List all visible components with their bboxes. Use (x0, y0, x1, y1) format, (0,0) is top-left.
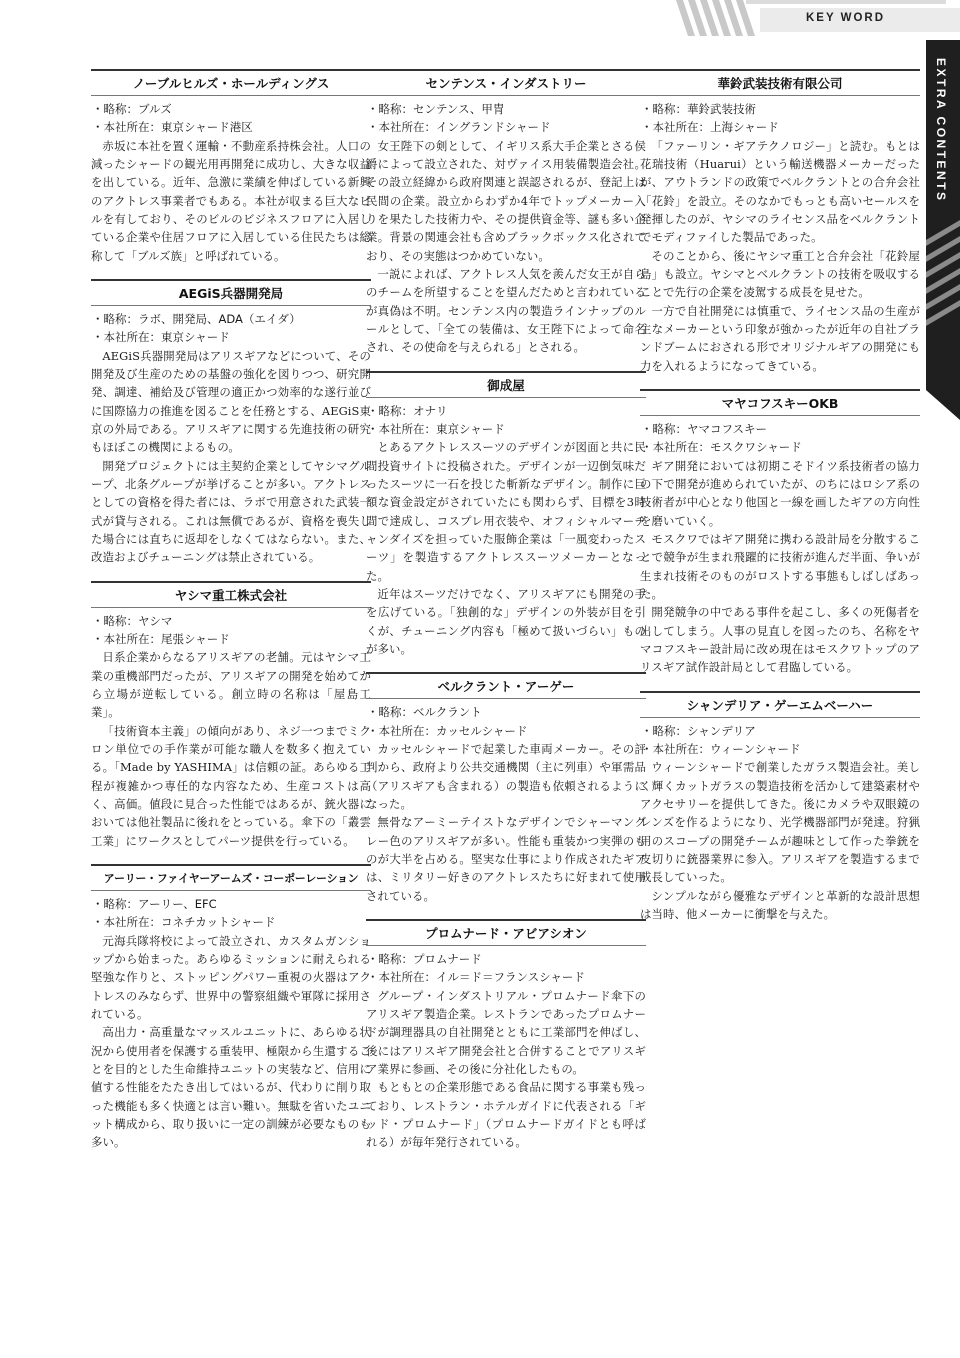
headquarters: ・本社所在：ウィーンシャード (641, 742, 801, 757)
side-tab-label: EXTRA CONTENTS (934, 58, 948, 203)
paragraph: モスクワではギア開発に携わる設計局を分散することで競争が生まれ飛躍的に技術が進んだ半面、争いが生まれ技術そのものがロストする事態もしばしばあった。 (640, 532, 920, 602)
abbreviation: ・略称：ヤシマ (92, 613, 173, 628)
section-title: 華鈴武装技術有限公司 (717, 76, 843, 91)
abbreviation: ・略称：プロムナード (367, 952, 482, 967)
section-header (91, 279, 371, 306)
paragraph: 無骨なアーミーテイストなデザインでシャーマングレー色のアリスギアが多い。性能も重装かつ実弾のものが大半を占める。堅実な仕事により作成されたギアは、ミリタリー好きのアクトレスたちに好まれて使用されている。 (366, 815, 646, 903)
paragraph: 女王陛下の剣として、イギリス系大手企業とさる侯爵によって設立された、対ヴァイス用装備製造会社。その設立経緯から政府関連と誤認されるが、登記上は民間の企業。設立からわずか4年でトップメーカー入りを果たした技術力や、その提供資金等、謎も多い企業。背景の関連会社も含めブラックボックス化されており、その実態はつかめていない。 (366, 138, 646, 263)
section-header (366, 69, 646, 96)
section-title: ヤシマ重工株式会社 (174, 587, 288, 603)
headquarters: ・本社所在：尾張シャード (92, 632, 230, 647)
paragraph: とあるアクトレススーツのデザインが図面と共に民間投資サイトに投稿された。デザインが一辺倒気味だったスーツに一石を投じた斬新なデザイン。制作に巨額な資金設定がされていたにも関わらず、目標を3時間で達成し、コスプレ用衣装や、オフィシャルマーチャンダイズを担っていた服飾企業は「一風変わったスーツ」を製造するアクトレススーツメーカーとなった。 (366, 440, 646, 583)
company-section (640, 69, 920, 375)
paragraph: シンプルながら優雅なデザインと革新的な設計思想は当時、他メーカーに衝撃を与えた。 (640, 888, 920, 922)
company-section (91, 69, 371, 265)
section-header (91, 864, 371, 891)
abbreviation: ・略称：センテンス、甲冑 (367, 102, 505, 116)
headquarters: ・本社所在：コネチカットシャード (92, 915, 276, 930)
abbreviation: ・略称：アーリー、EFC (92, 897, 217, 912)
paragraph: カッセルシャードで起業した車両メーカー。その評判から、政府より公共交通機関（主に列車）や軍需品（アリスギアも含まれる）の製造も依頼されるようになった。 (366, 742, 646, 812)
headquarters: ・本社所在：東京シャード港区 (92, 120, 253, 135)
paragraph: ウィーンシャードで創業したガラス製造会社。美しく輝くカットガラスの製造技術を活かして建築素材やアクセサリーを提供してきた。後にカメラや双眼鏡のレンズを作るようになり、光学機器部門が発達。狩猟用のスコープの開発チームが趣味として作った拳銃を皮切りに銃器業界に参入。アリスギアを製造するまで成長していった。 (640, 760, 920, 885)
headquarters: ・本社所在：東京シャード (367, 422, 505, 437)
paragraph: 開発競争の中である事件を起こし、多くの死傷者を出してしまう。人事の見直しを図ったのち、名称をヤマコフスキー設計局に改め現在はモスクワトップのアリスギア試作設計局として君臨している。 (640, 605, 920, 675)
paragraph: 一方で自社開発には慎重で、ライセンス品の生産が主なメーカーという印象が強かったが近年の自社ブランドブームにおされる形でオリジナルギアの開発にも力を入れるようになってきている。 (640, 303, 920, 373)
company-section (91, 279, 371, 567)
headquarters: ・本社所在：イングランドシャード (367, 120, 551, 135)
section-title: 御成屋 (487, 377, 525, 393)
section-header (366, 919, 646, 946)
section-header (640, 69, 920, 96)
company-section (366, 672, 646, 905)
paragraph: 開発プロジェクトには主契約企業としてヤシマグループ、北条グループが挙げることが多い。アクトレスとしての資格を得た者には、ラボで用意された武装一式が貸与される。これは無償であるが、資格を喪失した場合には直ちに返却をしなくてはならない。また、改造およびチューニングは禁止されている。 (91, 458, 371, 565)
abbreviation: ・略称：ベルクラント (367, 705, 482, 720)
company-section (366, 371, 646, 659)
headquarters: ・本社所在：上海シャード (641, 120, 779, 135)
column-1 (91, 66, 371, 1166)
abbreviation: ・略称：ラボ、開発局、ADA（エイダ） (92, 312, 301, 326)
paragraph: 赤坂に本社を置く運輸・不動産系持株会社。人口の減ったシャードの観光用再開発に成功し、大きな収益を出している。近年、急激に業績を伸ばしている新興のアクトレス事業者でもある。本社が収まる巨大なビルを有しており、そのビルのビジネスフロアに入居している企業や住居フロアに入居している住民たちは総称して「ブルズ族」と呼ばれている。 (91, 138, 371, 263)
headquarters: ・本社所在：イル＝ド＝フランスシャード (367, 970, 585, 985)
column-2 (366, 66, 646, 1166)
headquarters: ・本社所在：カッセルシャード (367, 723, 528, 738)
section-title: ベルクラント・アーゲー (437, 679, 575, 695)
section-header (91, 69, 371, 96)
abbreviation: ・略称：華鈴武装技術 (641, 102, 756, 116)
section-header (640, 389, 920, 416)
company-section (91, 864, 371, 1152)
section-header (640, 691, 920, 718)
paragraph: 「ファーリン・ギアテクノロジー」と読む。もとは花瑞技術（Huarui）という輸送機器メーカーだったが、アウトランドの政策でベルクラントとの合弁会社「花鈴」を設立。そのなかでもっとも高いセールスを発揮したのが、ヤシマのライセンス品をベルクラントでモディファイした製品であった。 (640, 138, 920, 245)
paragraph: 一説によれば、アクトレス人気を羨んだ女王が自らのチームを所望することを望んだためと言われているが真偽は不明。センテンス内の製造ラインナップのルールとして、「全ての装備は、女王陛下によって命名され、その使命を与えられる」とされる。 (366, 267, 646, 355)
abbreviation: ・略称：シャンデリア (641, 723, 756, 738)
section-title: センテンス・インダストリー (425, 76, 587, 91)
paragraph: 近年はスーツだけでなく、アリスギアにも開発の手を広げている。「独創的な」デザインの外装が目を引くが、チューニング内容も「極めて扱いづらい」ものが多い。 (366, 587, 646, 657)
keyword-label: KEY WORD (806, 12, 886, 24)
paragraph: グループ・インダストリアル・プロムナード傘下のアリスギア製造企業。レストランであったプロムナードが調理器具の自社開発とともに工業部門を伸ばし、後にはアリスギア開発会社と合併することでアリスギア業界に参画、その後に分社化したもの。 (366, 988, 646, 1077)
paragraph: そのことから、後にヤシマ重工と合弁会社「花鈴屋島」も設立。ヤシマとベルクラントの技術を吸収することで先行の企業を凌駕する成長を見せた。 (640, 248, 920, 300)
section-title: アーリー・ファイヤーアームズ・コーポーレーション (103, 872, 359, 886)
paragraph: AEGiS兵器開発局はアリスギアなどについて、その開発及び生産のための基盤の強化を図りつつ、研究開発、調達、補給及び管理の適正かつ効率的な遂行並びに国際協力の推進を図ることを任務とする、AEGiS東京の外局である。アリスギアに関する先進技術の研究もほぼこの機関によるもの。 (91, 348, 371, 455)
headquarters: ・本社所在：東京シャード (92, 330, 230, 345)
abbreviation: ・略称：オナリ (367, 403, 448, 418)
abbreviation: ・略称：ブルズ (92, 102, 172, 116)
paragraph: もともとの企業形態である食品に関する事業も残っており、レストラン・ホテルガイドに代表される「ギッド・プロムナード」（プロムナードガイドとも呼ばれる）が毎年発行されている。 (366, 1080, 646, 1150)
company-section (640, 389, 920, 677)
paragraph: ギア開発においては初期こそドイツ系技術者の協力の下で開発が進められていたが、のちにはロシア系の技術者が中心となり他国と一線を画したギアの方向性を磨いていく。 (640, 458, 920, 528)
section-title: ノーブルヒルズ・ホールディングス (132, 76, 330, 91)
section-title: AEGiS兵器開発局 (178, 286, 284, 301)
paragraph: 「技術資本主義」の傾向があり、ネジ一つまでミクロン単位での手作業が可能な職人を数多く抱えている。「Made by YASHIMA」は信頼の証。あらゆる工程が複雑かつ専任的な内容なため、生産コストは高く、高価。値段に見合った性能ではあるが、銃火器においては他社製品に後れをとっている。傘下の「叢雲工業」にワークスとしてパーツ提供を行っている。 (91, 723, 371, 848)
paragraph: 高出力・高重量なマッスルユニットに、あらゆる状況から使用者を保護する重装甲、極限から生還することを目的とした生命維持ユニットの実装など、信用に値する性能をたたき出してはいるが、代わりに削り取った機能も多く快適とは言い難い。無駄を省いたユニット構成から、取り扱いに一定の訓練が必要なものも多い。 (91, 1025, 371, 1150)
column-3 (640, 66, 920, 937)
company-section (640, 691, 920, 924)
headquarters: ・本社所在：モスクワシャード (641, 440, 802, 455)
section-title: プロムナード・アビアシオン (425, 926, 587, 942)
section-header (366, 371, 646, 398)
company-section (366, 919, 646, 1152)
abbreviation: ・略称：ヤマコフスキー (641, 422, 768, 437)
paragraph: 元海兵隊将校によって設立され、カスタムガンショップから始まった。あらゆるミッションに耐えられる堅強な作りと、ストッピングパワー重視の火器はアクトレスのみならず、世界中の警察組織や軍隊に採用されている。 (91, 933, 371, 1022)
section-title: マヤコフスキーOKB (721, 396, 839, 412)
section-title: シャンデリア・ゲーエムベーハー (686, 697, 874, 713)
company-section (366, 69, 646, 357)
section-header (91, 581, 371, 608)
company-section (91, 581, 371, 850)
paragraph: 日系企業からなるアリスギアの老舗。元はヤシマ工業の重機部門だったが、アリスギアの開発を始めてから立場が逆転している。創立時の名称は「屋島工業」。 (91, 650, 371, 720)
section-header (366, 672, 646, 699)
